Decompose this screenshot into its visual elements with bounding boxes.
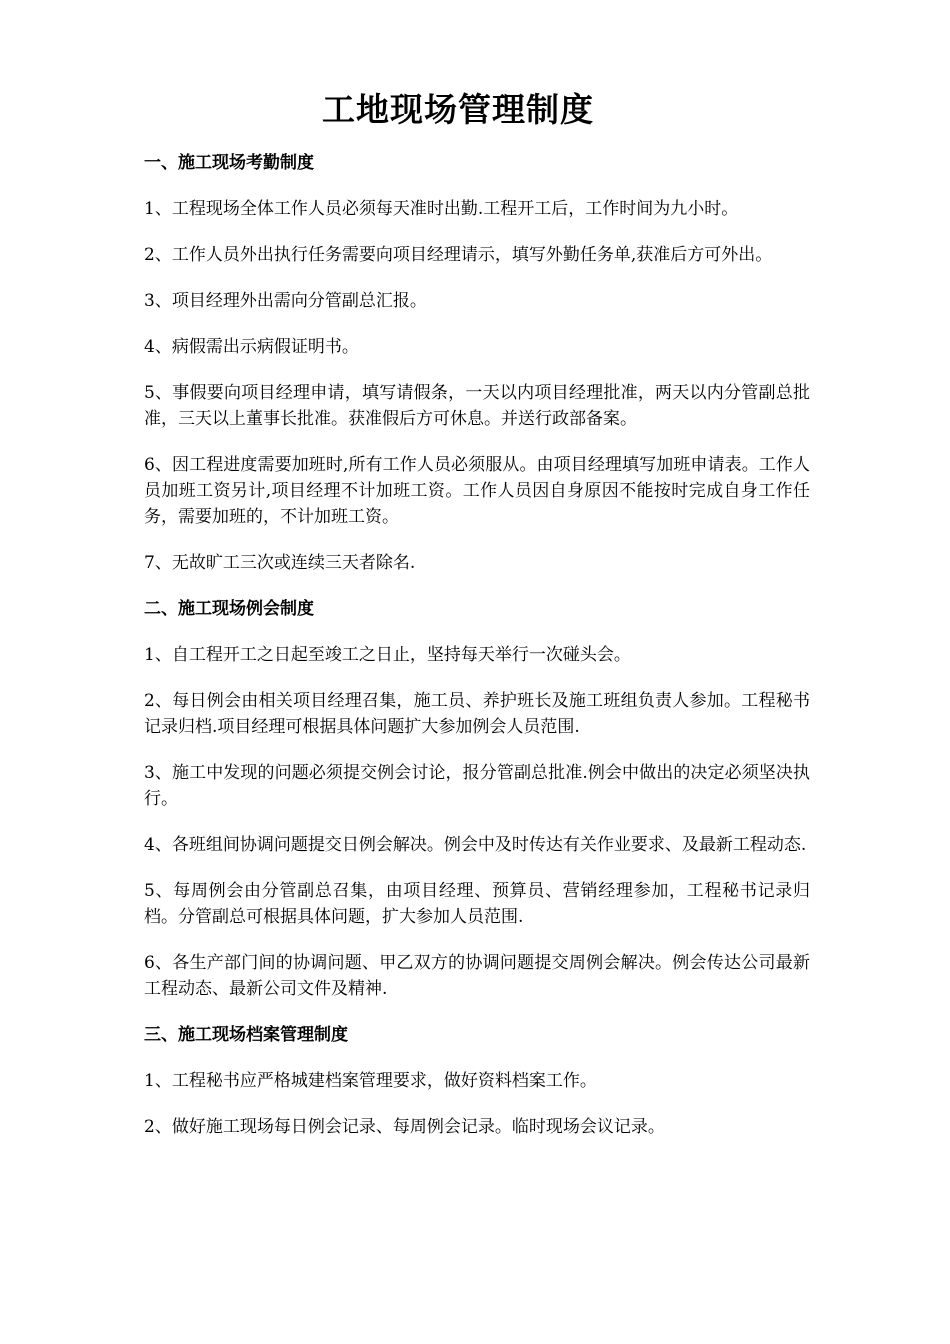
list-item: 1、工程秘书应严格城建档案管理要求，做好资料档案工作。 xyxy=(144,1071,597,1091)
list-item: 5、每周例会由分管副总召集，由项目经理、预算员、营销经理参加，工程秘书记录归档。分管副总可根据具体问题，扩大参加人员范围. xyxy=(144,881,810,927)
section-meetings xyxy=(144,596,810,1002)
section-heading: 三、施工现场档案管理制度 xyxy=(144,1025,348,1045)
section-attendance xyxy=(144,150,810,576)
list-item: 5、事假要向项目经理申请，填写请假条，一天以内项目经理批准，两天以内分管副总批准，三天以上董事长批准。获准假后方可休息。并送行政部备案。 xyxy=(144,383,810,429)
document-body xyxy=(144,150,810,1160)
list-item: 6、各生产部门间的协调问题、甲乙双方的协调问题提交周例会解决。例会传达公司最新工程动态、最新公司文件及精神. xyxy=(144,953,810,999)
section-heading: 一、施工现场考勤制度 xyxy=(144,153,314,173)
list-item: 1、工程现场全体工作人员必须每天准时出勤.工程开工后，工作时间为九小时。 xyxy=(144,199,739,219)
list-item: 4、各班组间协调问题提交日例会解决。例会中及时传达有关作业要求、及最新工程动态. xyxy=(144,835,807,855)
document-title: 工地现场管理制度 xyxy=(322,90,594,129)
list-item: 4、病假需出示病假证明书。 xyxy=(144,337,359,357)
list-item: 3、项目经理外出需向分管副总汇报。 xyxy=(144,291,427,311)
list-item: 1、自工程开工之日起至竣工之日止，坚持每天举行一次碰头会。 xyxy=(144,645,631,665)
list-item: 2、每日例会由相关项目经理召集，施工员、养护班长及施工班组负责人参加。工程秘书记录归档.项目经理可根据具体问题扩大参加例会人员范围. xyxy=(144,691,810,737)
list-item: 2、工作人员外出执行任务需要向项目经理请示，填写外勤任务单,获准后方可外出。 xyxy=(144,245,773,265)
list-item: 3、施工中发现的问题必须提交例会讨论，报分管副总批准.例会中做出的决定必须坚决执行。 xyxy=(144,763,810,809)
list-item: 6、因工程进度需要加班时,所有工作人员必须服从。由项目经理填写加班申请表。工作人员加班工资另计,项目经理不计加班工资。工作人员因自身原因不能按时完成自身工作任务，需要加班的，不计加班工资。 xyxy=(144,455,810,527)
list-item: 2、做好施工现场每日例会记录、每周例会记录。临时现场会议记录。 xyxy=(144,1117,665,1137)
list-item: 7、无故旷工三次或连续三天者除名. xyxy=(144,553,416,573)
section-archives xyxy=(144,1022,810,1140)
section-heading: 二、施工现场例会制度 xyxy=(144,599,314,619)
